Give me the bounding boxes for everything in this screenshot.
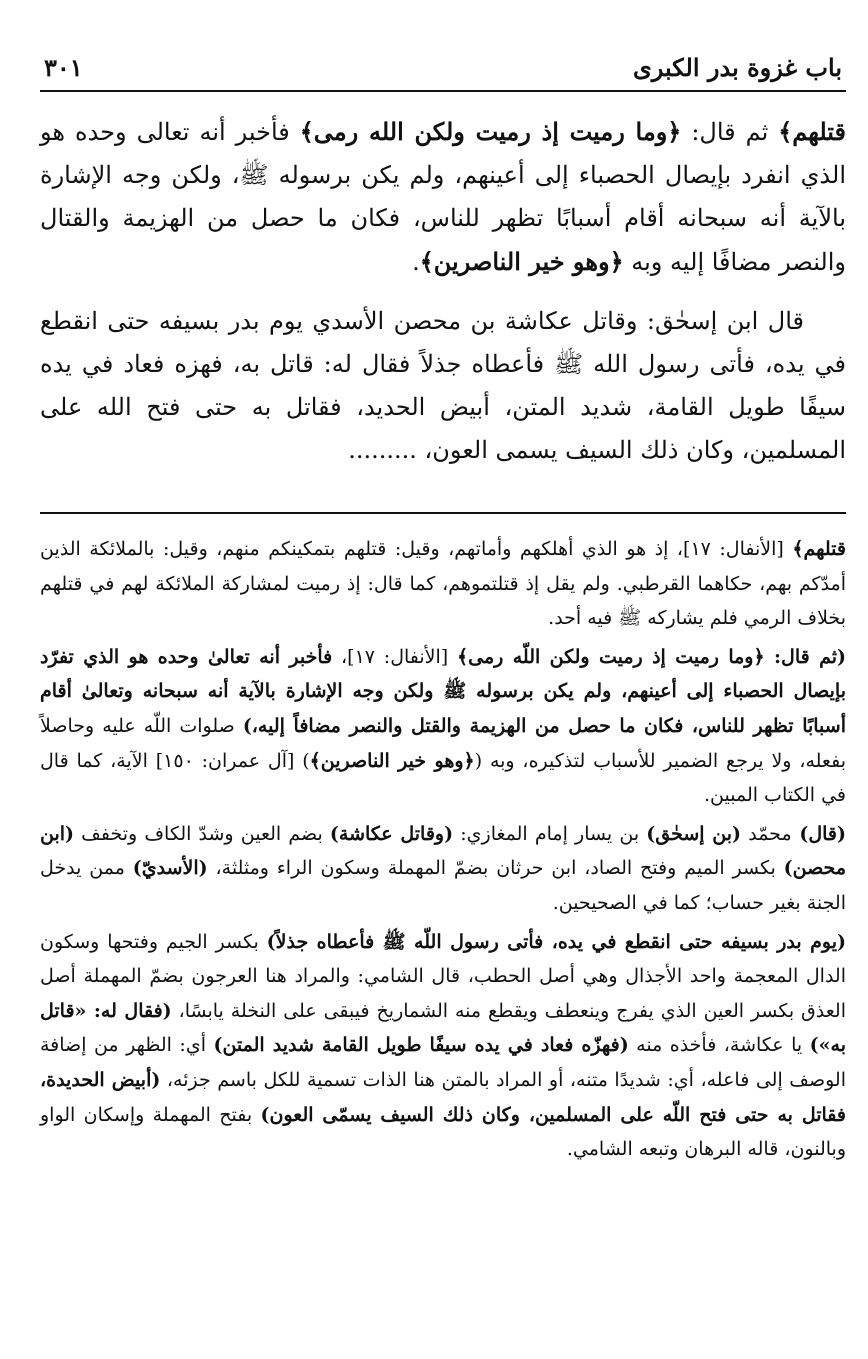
bold-text-segment: (بن إسحٰق) bbox=[646, 822, 742, 845]
text-segment: بفتح المهملة وإسكان الواو وبالنون، قاله البرهان وتبعه الشامي. bbox=[40, 1103, 846, 1161]
running-header bbox=[40, 52, 846, 84]
page-number: ٣٠١ bbox=[44, 53, 83, 82]
bold-text-segment: (وقاتل عكاشة) bbox=[329, 822, 454, 845]
chapter-title: باب غزوة بدر الكبرى bbox=[633, 53, 842, 82]
commentary-paragraph-1 bbox=[40, 532, 846, 636]
bold-text-segment: ﴿وهو خير الناصرين﴾ bbox=[309, 749, 475, 772]
text-segment: قال ابن إسحٰق: وقاتل عكاشة بن محصن الأسدي يوم بدر بسيفه حتى انقطع في يده، فأتى رسول الله ﷺ فأعطاه جذلاً فقال له: قاتل به، فهزه فعاد في يده سيفًا طويل القامة، شديد المتن، أبيض الحديد، فقاتل به حتى فتح الله على المسلمين، وكان ذلك السيف يسمى العون، ......... bbox=[40, 307, 847, 464]
bold-text-segment: (أبيض الحديدة، فقاتل به حتى فتح اللّه على المسلمين، وكان ذلك السيف يسمّى العون) bbox=[40, 1068, 846, 1126]
text-segment: [الأنفال: ١٧]، bbox=[332, 645, 458, 668]
text-segment: أي: الظهر من إضافة الوصف إلى فاعله، أي: شديدًا متنه، أو المراد بالمتن هنا الذات تسمية للكل باسم جزئه، bbox=[40, 1034, 846, 1091]
text-segment: ممن يدخل الجنة بغير حساب؛ كما في الصحيحين. bbox=[40, 857, 846, 914]
text-segment: بن يسار إمام المغازي: bbox=[453, 822, 647, 845]
footnote-divider bbox=[40, 512, 846, 514]
bold-text-segment: قتلهم﴾ bbox=[792, 538, 846, 560]
bold-text-segment: قتلهم﴾ bbox=[778, 117, 846, 146]
text-segment: بضم العين وشدّ الكاف وتخفف bbox=[74, 822, 330, 845]
text-segment: ) [آل عمران: ١٥٠] الآية، كما قال في الكتاب المبين. bbox=[40, 749, 846, 807]
header-divider bbox=[40, 90, 846, 92]
bold-text-segment: (ابن محصن) bbox=[40, 822, 846, 880]
text-segment: [الأنفال: ١٧]، إذ هو الذي أهلكهم وأماتهم، وقيل: قتلهم بتمكينكم منهم، وقيل: بالملائكة الذين أمدّكم بهم، حكاهما القرطبي. ولم يقل إذ قتلتموهم، كما قال: إذ رميت لمشاركة الملائكة لهم في قتلهم بخلاف الرمي فلم يشاركه ﷺ فيه أحد. bbox=[40, 538, 846, 630]
bold-text-segment: ﴿وما رميت إذ رميت ولكن اللّه رمى﴾ bbox=[457, 645, 765, 668]
main-paragraph-2 bbox=[40, 300, 846, 472]
bold-text-segment: (فقال له: «قاتل به») bbox=[40, 999, 846, 1057]
text-segment: محمّد bbox=[741, 822, 792, 845]
main-text bbox=[40, 110, 846, 472]
commentary-paragraph-3 bbox=[40, 817, 846, 921]
text-segment: بكسر الجيم وفتحها وسكون الدال المعجمة واحد الأجذال وهي أصل الحطب، قال الشامي: والمراد هنا العرجون بضمّ المهملة أصل العذق بكسر العين الذي يفرج وينعطف ويقطع منه الشماريخ فيبقى على النخلة يابسًا، bbox=[40, 930, 847, 1022]
text-segment: يا عكاشة، فأخذه منه bbox=[628, 1034, 810, 1057]
text-segment: صلوات اللّه عليه وحاصلاً بفعله، ولا يرجع الضمير للأسباب لتذكيره، وبه ( bbox=[40, 714, 846, 772]
book-page bbox=[40, 52, 846, 1167]
bold-text-segment: (فهزّه فعاد في يده سيفًا طويل القامة شديد المتن) bbox=[213, 1034, 629, 1057]
commentary bbox=[40, 532, 846, 1167]
bold-text-segment: (يوم بدر بسيفه حتى انقطع في يده، فأتى رسول اللّه ﷺ فأعطاه جذلاً) bbox=[266, 930, 846, 953]
bold-text-segment: فأخبر أنه تعالىٰ وحده هو الذي تفرّد بإيصال الحصباء إلى أعينهم، ولم يكن برسوله ﷺ ولكن وجه الإشارة بالآية أنه سبحانه وتعالىٰ أقام أسبابًا تظهر للناس، فكان ما حصل من الهزيمة والقتل والنصر مضافاً إليه،) bbox=[40, 645, 846, 737]
text-segment: فأخبر أنه تعالى وحده هو الذي انفرد بإيصال الحصباء إلى أعينهم، ولم يكن برسوله ﷺ، ولكن وجه الإشارة بالآية أنه سبحانه أقام أسبابًا تظهر للناس، فكان ما حصل من الهزيمة والقتال والنصر مضافًا إليه وبه bbox=[40, 118, 846, 276]
main-paragraph-1 bbox=[40, 110, 846, 284]
commentary-paragraph-2 bbox=[40, 640, 846, 813]
bold-text-segment: (الأسديّ) bbox=[132, 857, 208, 880]
text-segment: ثم قال: bbox=[681, 118, 779, 146]
text-segment: بكسر الميم وفتح الصاد، ابن حرثان بضمّ المهملة وسكون الراء ومثلثة، bbox=[207, 857, 784, 880]
bold-text-segment: (ثم قال: bbox=[764, 645, 847, 668]
bold-text-segment: ﴿وهو خير الناصرين﴾ bbox=[419, 247, 624, 276]
bold-text-segment: (قال) bbox=[791, 822, 847, 845]
commentary-paragraph-4 bbox=[40, 925, 846, 1167]
bold-text-segment: ﴿وما رميت إذ رميت ولكن الله رمى﴾ bbox=[299, 117, 682, 146]
text-segment: . bbox=[412, 248, 420, 276]
